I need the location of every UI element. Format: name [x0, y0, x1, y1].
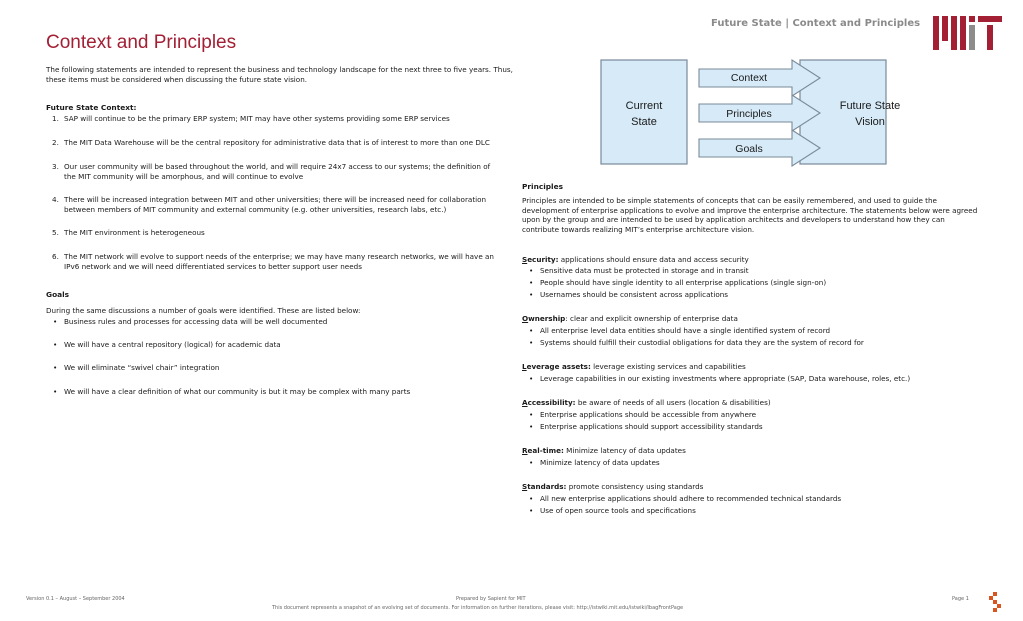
principle-bullet: • People should have single identity to all enterprise applications (single sign-on)	[522, 278, 826, 288]
goals-intro: During the same discussions a number of goals were identified. These are listed below:	[46, 306, 361, 315]
principle-bullet: • Enterprise applications should support accessibility standards	[522, 422, 763, 432]
footer-version: Version 0.1 – August – September 2004	[26, 596, 125, 602]
page-title: Context and Principles	[46, 32, 237, 53]
footer-note: This document represents a snapshot of an evolving set of documents. For information on further iterations, please visit: http://istwiki.mit.edu/istwiki/IbagFrontPage	[272, 605, 684, 611]
principles-arrow-label: Principles	[726, 108, 772, 120]
context-item: 3. Our user community will be based throughout the world, and will require 24x7 access to our systems; the definition of the MIT community will be amorphous, and will continue to evolve	[52, 162, 491, 181]
principle-standards: Standards: promote consistency using standards	[522, 482, 704, 491]
mit-logo	[933, 15, 1003, 55]
sapient-logo	[988, 592, 1002, 616]
principle-security: Security: applications should ensure data and access security	[522, 255, 749, 264]
context-arrow-label: Context	[730, 72, 768, 84]
context-item: 2. The MIT Data Warehouse will be the central repository for administrative data that is of interest to more than one DLC	[52, 138, 490, 147]
principle-bullet: • Systems should fulfill their custodial obligations for data they are the system of record for	[522, 338, 864, 348]
context-diagram	[600, 58, 901, 172]
intro-paragraph: The following statements are intended to represent the business and technology landscape for the next three to five years. Thus, these items must be considered when discussing the future state vision.	[46, 65, 513, 84]
principle-bullet: • Minimize latency of data updates	[522, 458, 660, 468]
goal-item: • We will have a central repository (logical) for academic data	[46, 340, 281, 350]
context-item: 6. The MIT network will evolve to support needs of the enterprise; we may have many research networks, we will have an IPv6 network and we will need differentiated services to better support user needs	[52, 252, 494, 271]
future-state-label-2: Vision	[855, 116, 885, 128]
goal-item: • Business rules and processes for accessing data will be well documented	[46, 317, 327, 327]
principle-realtime: Real-time: Minimize latency of data updates	[522, 446, 686, 455]
future-state-label-1: Future State	[839, 100, 901, 112]
current-state-box	[601, 60, 687, 164]
context-item: 5. The MIT environment is heterogeneous	[52, 228, 205, 237]
current-state-label-2: State	[631, 116, 657, 128]
goal-item: • We will eliminate “swivel chair” integration	[46, 363, 219, 373]
context-item: 1. SAP will continue to be the primary ERP system; MIT may have other systems providing some ERP services	[52, 114, 450, 123]
context-item: 4. There will be increased integration between MIT and other universities; there will be increased need for collaboration between members of MIT community and external community (e.g. other universities, research labs, etc.)	[52, 195, 487, 214]
context-heading: Future State Context:	[46, 103, 137, 112]
goals-heading: Goals	[46, 290, 70, 299]
principle-accessibility: Accessibility: be aware of needs of all users (location & disabilities)	[522, 398, 771, 407]
principle-bullet: • Enterprise applications should be accessible from anywhere	[522, 410, 756, 420]
principle-bullet: • All new enterprise applications should adhere to recommended technical standards	[522, 494, 841, 504]
principle-bullet: • All enterprise level data entities should have a single identified system of record	[522, 326, 830, 336]
principle-ownership: Ownership: clear and explicit ownership of enterprise data	[522, 314, 738, 323]
goals-arrow-label: Goals	[735, 143, 763, 155]
goal-item: • We will have a clear definition of what our community is but it may be complex with many parts	[46, 387, 410, 397]
current-state-label-1: Current	[625, 100, 663, 112]
principles-intro: Principles are intended to be simple statements of concepts that can be easily remembered, and used to guide the development of enterprise applications to evolve and improve the enterprise architecture. The statements below were agreed upon by the group and are intended to be used by application architects and developers to understand how they can contribute towards realizing MIT’s enterprise architecture vision.	[522, 196, 978, 234]
principle-bullet: • Usernames should be consistent across applications	[522, 290, 728, 300]
principle-bullet: • Use of open source tools and specifications	[522, 506, 696, 516]
principle-bullet: • Leverage capabilities in our existing investments where appropriate (SAP, Data warehouse, roles, etc.)	[522, 374, 910, 384]
principle-leverage: Leverage assets: leverage existing services and capabilities	[522, 362, 746, 371]
header-section-label: Future State | Context and Principles	[711, 18, 921, 29]
footer-page-number: Page 1	[952, 596, 969, 602]
footer-prepared-by: Prepared by Sapient for MIT	[456, 596, 526, 602]
principles-heading: Principles	[522, 182, 564, 191]
principle-bullet: • Sensitive data must be protected in storage and in transit	[522, 266, 749, 276]
